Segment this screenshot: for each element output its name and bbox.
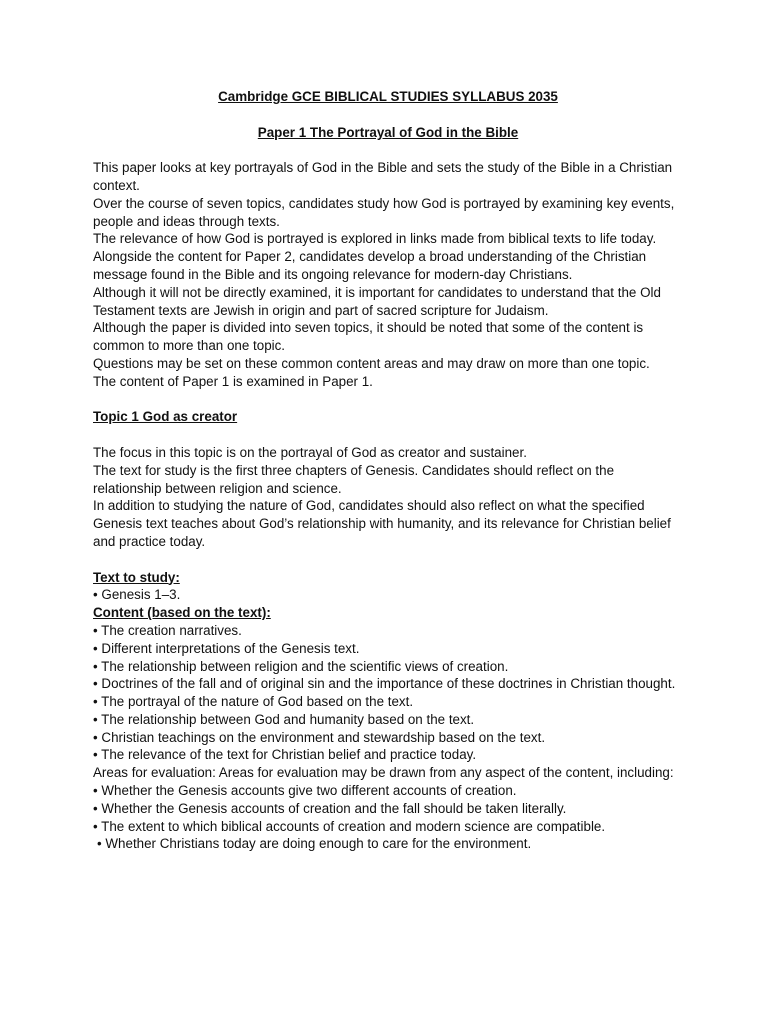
list-item: • The extent to which biblical accounts of creation and modern science are compatible. (93, 818, 606, 834)
document-title: Cambridge GCE BIBLICAL STUDIES SYLLABUS 2035 (218, 89, 558, 104)
list-item: • The relevance of the text for Christian belief and practice today. (93, 747, 477, 763)
list-item: • Whether the Genesis accounts give two different accounts of creation. (93, 783, 517, 799)
list-item: • The portrayal of the nature of God based on the text. (93, 694, 414, 710)
list-item: • The relationship between religion and the scientific views of creation. (93, 658, 509, 674)
list-item: • Whether the Genesis accounts of creation and the fall should be taken literally. (93, 800, 567, 816)
intro-paragraph: The content of Paper 1 is examined in Paper 1. (93, 373, 373, 389)
intro-paragraph: Alongside the content for Paper 2, candidates develop a broad understanding of the Christian message found in the Bible and its ongoing relevance for modern-day Christians. (93, 249, 647, 282)
intro-paragraph: The relevance of how God is portrayed is explored in links made from biblical texts to life today. (93, 231, 657, 247)
list-item: • Doctrines of the fall and of original sin and the importance of these doctrines in Christian thought. (93, 676, 676, 692)
intro-section (93, 159, 683, 390)
topic-heading: Topic 1 God as creator (93, 409, 238, 425)
list-item: • The relationship between God and humanity based on the text. (93, 711, 475, 727)
list-item: • Christian teachings on the environment and stewardship based on the text. (93, 729, 546, 745)
topic-section (93, 444, 683, 551)
topic-paragraph: The focus in this topic is on the portrayal of God as creator and sustainer. (93, 444, 527, 460)
list-item: • Different interpretations of the Genesis text. (93, 640, 360, 656)
intro-paragraph: Although the paper is divided into seven topics, it should be noted that some of the content is common to more than one topic. (93, 320, 644, 354)
spacer (93, 141, 683, 159)
evaluation-intro: Areas for evaluation: Areas for evaluation may be drawn from any aspect of the content, including: (93, 765, 674, 781)
topic-paragraph: In addition to studying the nature of God, candidates should also reflect on what the specified Genesis text teaches about God’s relationship with humanity, and its relevance for Christian belief and practice today. (93, 498, 671, 549)
intro-paragraph: Although it will not be directly examined, it is important for candidates to understand that the Old Testament texts are Jewish in origin and part of sacred scripture for Judaism. (93, 284, 661, 318)
intro-paragraph: Questions may be set on these common content areas and may draw on more than one topic. (93, 355, 650, 371)
content-list (93, 622, 683, 764)
spacer (93, 391, 683, 409)
intro-paragraph: This paper looks at key portrayals of God in the Bible and sets the study of the Bible in a Christian context. (93, 160, 673, 193)
spacer (93, 551, 683, 569)
topic-paragraph: The text for study is the first three chapters of Genesis. Candidates should reflect on the relationship between religion and science. (93, 462, 615, 496)
document-page (93, 88, 683, 853)
spacer (93, 426, 683, 444)
text-to-study-heading: Text to study: (93, 569, 180, 585)
list-item: • The creation narratives. (93, 622, 242, 638)
intro-paragraph: Over the course of seven topics, candidates study how God is portrayed by examining key events, people and ideas through texts. (93, 195, 675, 229)
list-item: • Whether Christians today are doing enough to care for the environment. (97, 836, 532, 852)
list-item: • Genesis 1–3. (93, 587, 181, 603)
paper-title: Paper 1 The Portrayal of God in the Bible (257, 124, 519, 140)
spacer (93, 106, 683, 124)
evaluation-list (93, 782, 683, 853)
content-heading: Content (based on the text): (93, 605, 271, 621)
